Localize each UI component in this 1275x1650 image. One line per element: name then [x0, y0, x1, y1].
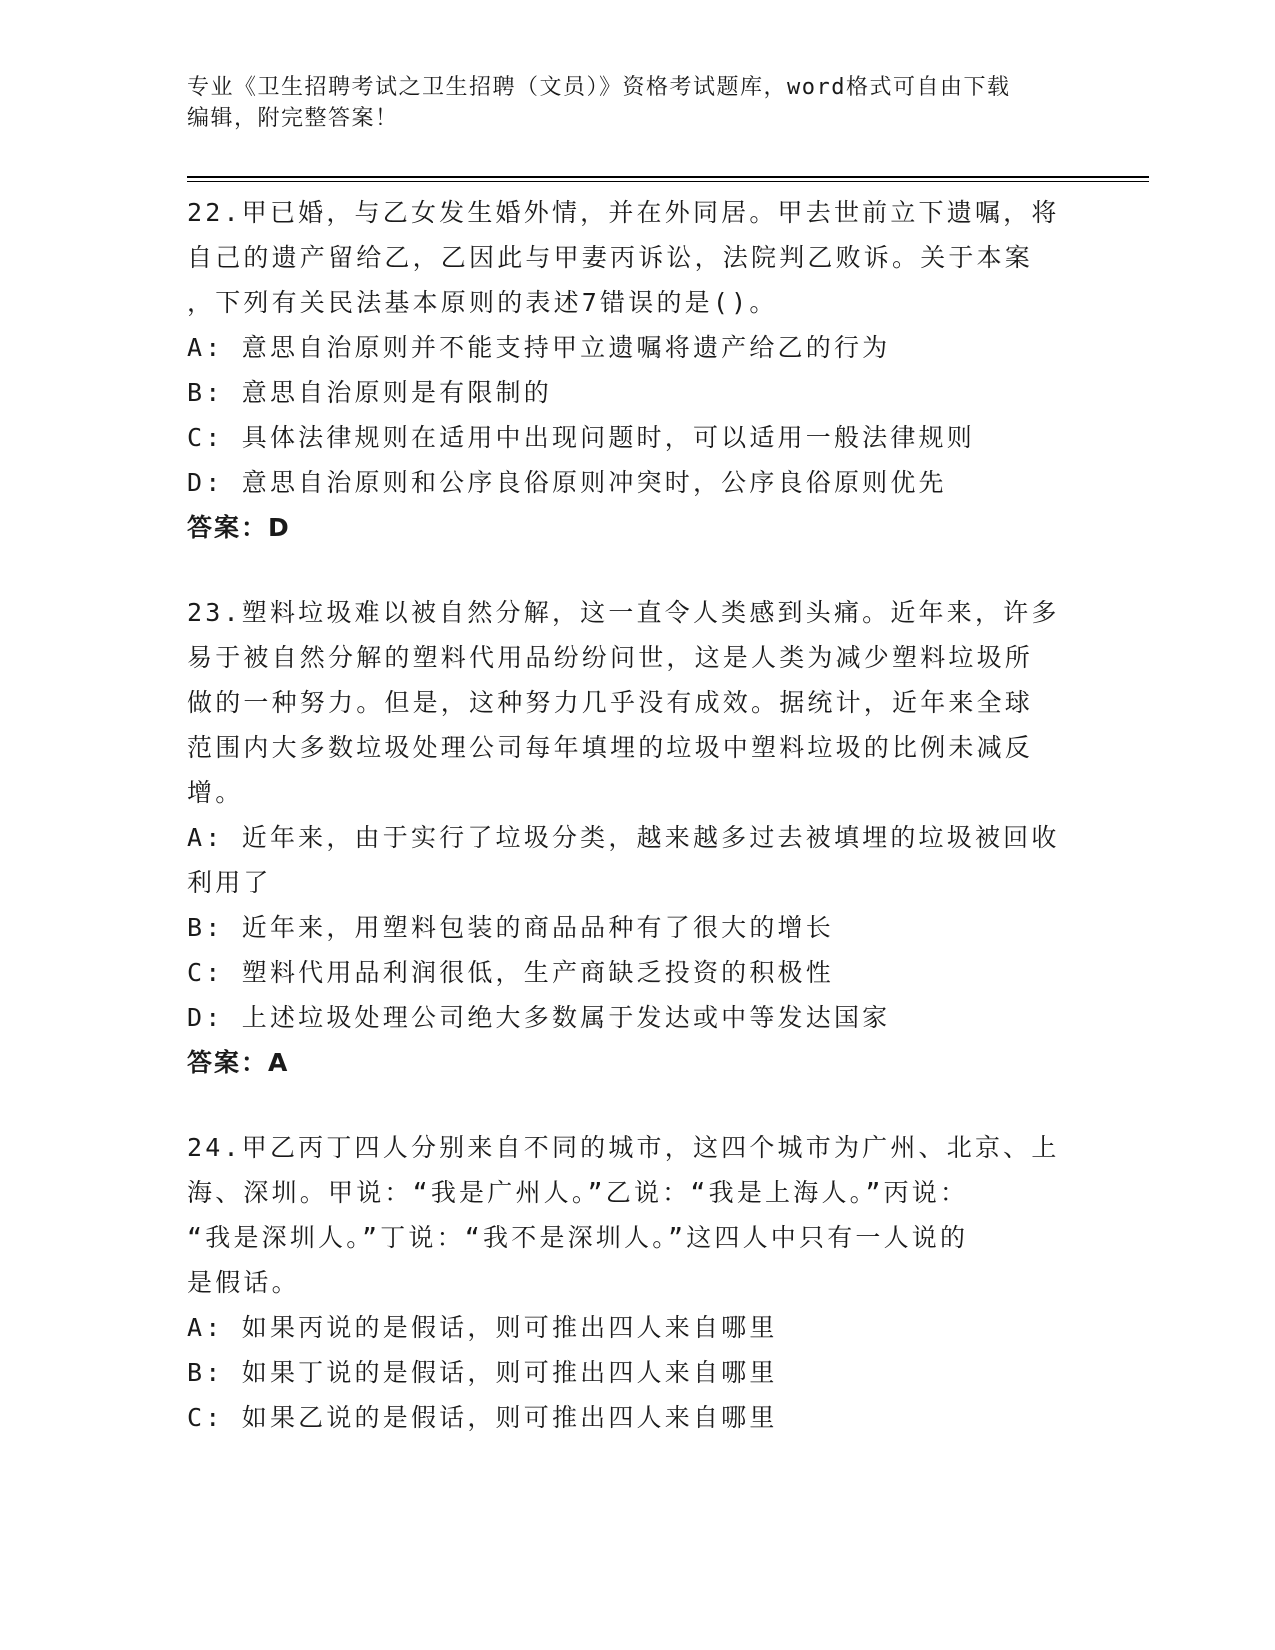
question-stem-line: 易于被自然分解的塑料代用品纷纷问世，这是人类为减少塑料垃圾所 [187, 643, 1034, 672]
question-stem-line: 海、深圳。甲说：“我是广州人。”乙说：“我是上海人。”丙说： [187, 1178, 969, 1207]
question-stem-line: 22.甲已婚，与乙女发生婚外情，并在外同居。甲去世前立下遗嘱，将 [187, 198, 1060, 227]
option-b: B: 近年来，用塑料包装的商品品种有了很大的增长 [187, 913, 834, 942]
question-list [187, 190, 1087, 1440]
option-d: D: 上述垃圾处理公司绝大多数属于发达或中等发达国家 [187, 1003, 891, 1032]
question-stem-line: 自己的遗产留给乙，乙因此与甲妻丙诉讼，法院判乙败诉。关于本案 [187, 243, 1034, 272]
question-stem-line: 是假话。 [187, 1268, 300, 1297]
option-c: C: 塑料代用品利润很低，生产商缺乏投资的积极性 [187, 958, 834, 987]
question-stem-line: 23.塑料垃圾难以被自然分解，这一直令人类感到头痛。近年来，许多 [187, 598, 1060, 627]
question-stem-line: 增。 [187, 778, 244, 807]
question-23 [187, 590, 1087, 1085]
option-c: C: 如果乙说的是假话，则可推出四人来自哪里 [187, 1403, 778, 1432]
option-c: C: 具体法律规则在适用中出现问题时，可以适用一般法律规则 [187, 423, 975, 452]
question-22 [187, 190, 1087, 550]
option-a: A: 近年来，由于实行了垃圾分类，越来越多过去被填埋的垃圾被回收 [187, 823, 1060, 852]
document-header [187, 72, 1087, 134]
option-a: A: 意思自治原则并不能支持甲立遗嘱将遗产给乙的行为 [187, 333, 891, 362]
question-stem-line: “我是深圳人。”丁说：“我不是深圳人。”这四人中只有一人说的 [187, 1223, 969, 1252]
question-24 [187, 1125, 1087, 1440]
header-divider-thin [187, 181, 1149, 182]
option-a-continued: 利用了 [187, 868, 272, 897]
option-d: D: 意思自治原则和公序良俗原则冲突时，公序良俗原则优先 [187, 468, 947, 497]
question-stem-line: 做的一种努力。但是，这种努力几乎没有成效。据统计，近年来全球 [187, 688, 1034, 717]
answer-label: 答案：D [187, 513, 291, 542]
answer-label: 答案：A [187, 1048, 290, 1077]
question-stem-line: ，下列有关民法基本原则的表述7错误的是()。 [187, 288, 778, 317]
header-line-2: 编辑，附完整答案！ [187, 106, 399, 131]
option-b: B: 如果丁说的是假话，则可推出四人来自哪里 [187, 1358, 778, 1387]
question-spacer [187, 550, 1087, 590]
option-a: A: 如果丙说的是假话，则可推出四人来自哪里 [187, 1313, 778, 1342]
header-line-1: 专业《卫生招聘考试之卫生招聘（文员）》资格考试题库，word格式可自由下载 [187, 75, 1011, 100]
question-stem-line: 范围内大多数垃圾处理公司每年填埋的垃圾中塑料垃圾的比例未减反 [187, 733, 1034, 762]
header-divider-thick [187, 176, 1149, 178]
question-stem-line: 24.甲乙丙丁四人分别来自不同的城市，这四个城市为广州、北京、上 [187, 1133, 1060, 1162]
option-b: B: 意思自治原则是有限制的 [187, 378, 552, 407]
question-spacer [187, 1085, 1087, 1125]
